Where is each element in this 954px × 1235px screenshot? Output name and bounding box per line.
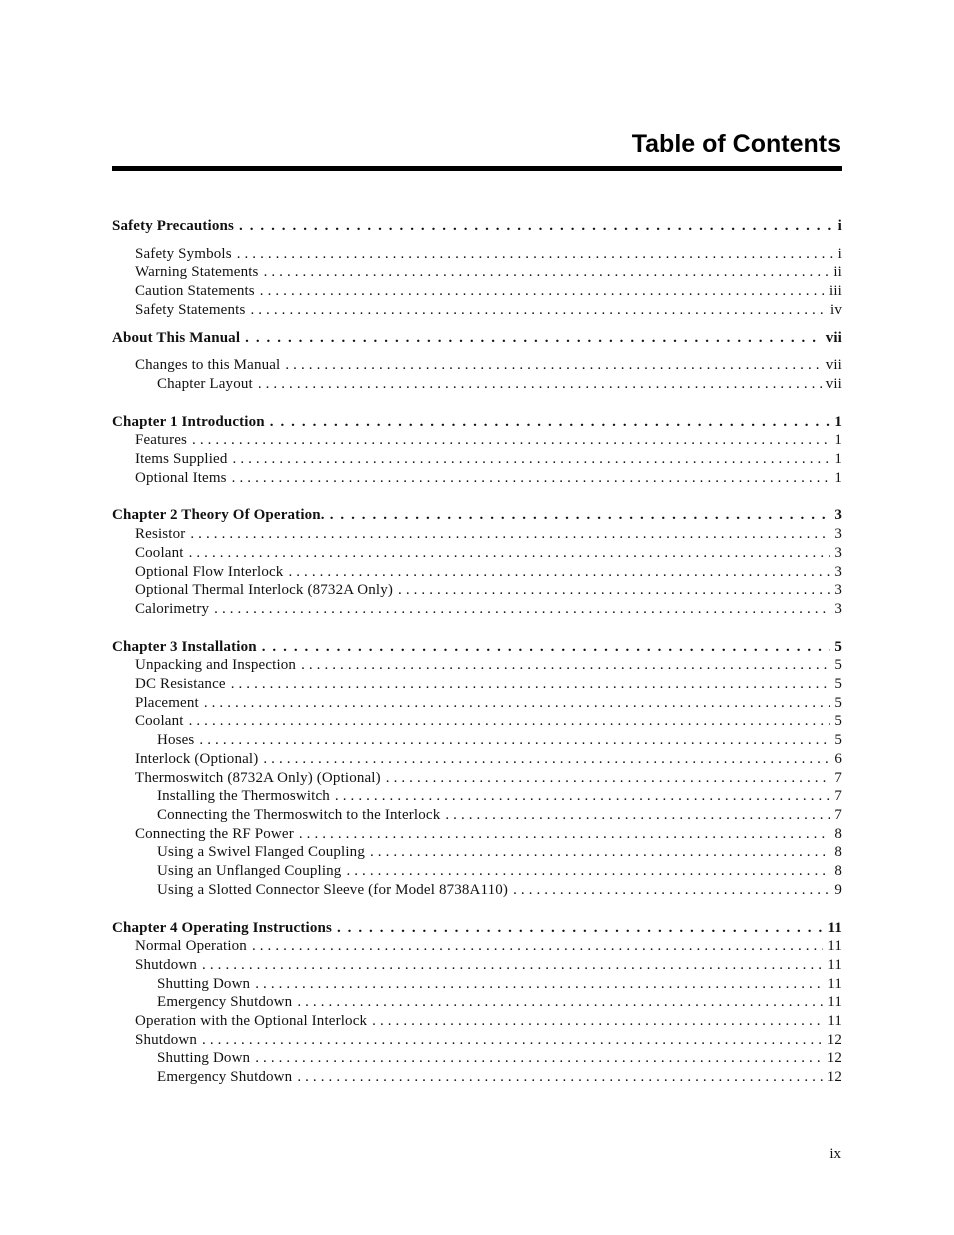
toc-entry-label: Connecting the RF Power — [135, 825, 294, 842]
toc-entry-label: Safety Precautions — [112, 218, 234, 234]
toc-entry[interactable] — [112, 881, 842, 900]
toc-entry[interactable] — [112, 956, 842, 975]
toc-entry[interactable] — [112, 356, 842, 375]
toc-entry-label: Emergency Shutdown — [157, 1069, 293, 1086]
toc-entry-page: 1 — [834, 451, 842, 468]
toc-dot-leader — [255, 975, 823, 994]
toc-dot-leader — [202, 956, 823, 975]
toc-dot-leader — [189, 712, 831, 731]
toc-entry[interactable] — [112, 806, 842, 825]
toc-entry[interactable] — [112, 301, 842, 320]
toc-entry-page: 11 — [827, 994, 842, 1011]
toc-entry-page: 8 — [834, 863, 842, 880]
toc-entry-page: 8 — [834, 844, 842, 861]
toc-entry[interactable] — [112, 712, 842, 731]
toc-entry-page: 5 — [834, 638, 842, 655]
toc-entry[interactable] — [112, 1031, 842, 1050]
toc-entry-page: 11 — [827, 975, 842, 992]
toc-list — [112, 217, 842, 1087]
toc-dot-leader — [202, 1031, 823, 1050]
toc-dot-leader — [192, 431, 830, 450]
toc-entry-label: Features — [135, 432, 188, 449]
toc-entry[interactable] — [112, 675, 842, 694]
toc-entry-label: Chapter Layout — [157, 375, 253, 392]
toc-dot-leader — [190, 525, 830, 544]
toc-entry-label: Shutdown — [135, 956, 198, 973]
toc-entry-page: 11 — [827, 956, 842, 973]
toc-entry[interactable] — [112, 431, 842, 450]
toc-dot-leader — [245, 329, 822, 348]
toc-entry[interactable] — [112, 581, 842, 600]
toc-entry-label: Thermoswitch (8732A Only) (Optional) — [135, 769, 381, 786]
toc-entry-chapter-4[interactable] — [112, 919, 842, 938]
toc-entry-page: i — [837, 218, 842, 234]
toc-entry-page: iv — [830, 301, 842, 318]
toc-entry[interactable] — [112, 450, 842, 469]
toc-dot-leader — [239, 217, 834, 236]
toc-entry-label: Installing the Thermoswitch — [157, 788, 330, 805]
toc-entry-label: About This Manual — [112, 329, 241, 346]
toc-entry-page: 5 — [834, 732, 842, 749]
toc-entry-page: 5 — [834, 713, 842, 730]
toc-entry-label: Shutting Down — [157, 1050, 251, 1067]
toc-entry-label: Coolant — [135, 713, 184, 730]
toc-dot-leader — [250, 301, 826, 320]
toc-entry-label: Chapter 1 Introduction — [112, 413, 265, 430]
toc-entry-page: 7 — [834, 806, 842, 823]
toc-dot-leader — [233, 450, 831, 469]
toc-entry-label: Placement — [135, 694, 199, 711]
toc-entry-label: DC Resistance — [135, 676, 226, 693]
toc-entry[interactable] — [112, 656, 842, 675]
toc-entry-label: Shutdown — [135, 1031, 198, 1048]
toc-entry-label: Emergency Shutdown — [157, 994, 293, 1011]
toc-entry[interactable] — [112, 375, 842, 394]
toc-entry[interactable] — [112, 563, 842, 582]
toc-entry-page: 11 — [827, 919, 842, 936]
toc-entry-page: 5 — [834, 657, 842, 674]
toc-entry-page: 3 — [834, 507, 842, 524]
toc-entry[interactable] — [112, 544, 842, 563]
toc-entry[interactable] — [112, 525, 842, 544]
toc-dot-leader — [398, 581, 830, 600]
toc-entry-label: Optional Thermal Interlock (8732A Only) — [135, 582, 394, 599]
toc-entry[interactable] — [112, 731, 842, 750]
toc-entry-label: Resistor — [135, 526, 186, 543]
toc-dot-leader — [370, 843, 830, 862]
toc-entry-page: 7 — [834, 788, 842, 805]
toc-entry-label: Optional Flow Interlock — [135, 563, 284, 580]
toc-dot-leader — [285, 356, 821, 375]
page-number: ix — [829, 1146, 841, 1162]
toc-entry-label: Using an Unflanged Coupling — [157, 863, 342, 880]
toc-entry[interactable] — [112, 1049, 842, 1068]
toc-entry-page: 9 — [834, 881, 842, 898]
toc-entry-label: Connecting the Thermoswitch to the Interlock — [157, 806, 441, 823]
toc-dot-leader — [330, 506, 831, 525]
toc-entry-label: Changes to this Manual — [135, 357, 281, 374]
toc-entry-label: Safety Statements — [135, 301, 246, 318]
toc-dot-leader — [299, 825, 830, 844]
toc-dot-leader — [258, 375, 822, 394]
toc-entry-label: Coolant — [135, 544, 184, 561]
toc-dot-leader — [270, 413, 831, 432]
toc-entry-label: Warning Statements — [135, 264, 259, 281]
toc-dot-leader — [297, 993, 823, 1012]
toc-entry[interactable] — [112, 937, 842, 956]
toc-entry[interactable] — [112, 975, 842, 994]
toc-entry-label: Unpacking and Inspection — [135, 657, 297, 674]
toc-dot-leader — [189, 544, 831, 563]
toc-entry-page: 3 — [834, 563, 842, 580]
toc-entry-label: Operation with the Optional Interlock — [135, 1013, 368, 1030]
toc-entry[interactable] — [112, 245, 842, 264]
toc-entry-page: 12 — [826, 1050, 842, 1067]
toc-entry[interactable] — [112, 750, 842, 769]
toc-entry-page: 3 — [834, 544, 842, 561]
toc-entry-page: 3 — [834, 600, 842, 617]
toc-dot-leader — [372, 1012, 823, 1031]
toc-entry-safety-precautions[interactable] — [112, 217, 842, 236]
toc-entry-page: 11 — [827, 938, 842, 955]
toc-entry-label: Optional Items — [135, 469, 227, 486]
toc-entry-page: i — [837, 245, 842, 262]
toc-entry-label: Safety Symbols — [135, 245, 232, 262]
toc-dot-leader — [445, 806, 830, 825]
toc-entry-chapter-3[interactable] — [112, 638, 842, 657]
toc-entry-page: 12 — [826, 1069, 842, 1086]
toc-entry-page: vii — [825, 357, 842, 374]
toc-entry-page: 5 — [834, 694, 842, 711]
toc-entry-page: 3 — [834, 582, 842, 599]
toc-entry-page: 3 — [834, 526, 842, 543]
toc-entry-chapter-2[interactable] — [112, 506, 842, 525]
toc-dot-leader — [297, 1068, 822, 1087]
toc-entry-page: ii — [833, 264, 842, 281]
toc-entry-page: 1 — [834, 413, 842, 430]
toc-entry[interactable] — [112, 993, 842, 1012]
toc-entry-page: 5 — [834, 676, 842, 693]
toc-dot-leader — [255, 1049, 822, 1068]
toc-dot-leader — [288, 563, 830, 582]
toc-entry-page: 12 — [826, 1031, 842, 1048]
page-title: Table of Contents — [631, 130, 841, 158]
toc-dot-leader — [237, 245, 834, 264]
toc-entry-label: Hoses — [157, 732, 195, 749]
toc-dot-leader — [301, 656, 830, 675]
toc-entry-label: Chapter 2 Theory Of Operation. — [112, 507, 325, 524]
toc-dot-leader — [386, 769, 831, 788]
toc-entry-page: 6 — [834, 750, 842, 767]
toc-dot-leader — [337, 919, 824, 938]
toc-dot-leader — [513, 881, 830, 900]
toc-dot-leader — [264, 263, 830, 282]
toc-dot-leader — [263, 750, 830, 769]
toc-entry[interactable] — [112, 1012, 842, 1031]
title-rule — [112, 166, 842, 171]
toc-dot-leader — [252, 937, 823, 956]
toc-entry-label: Chapter 3 Installation — [112, 638, 257, 655]
toc-dot-leader — [260, 282, 825, 301]
toc-entry-page: 7 — [834, 769, 842, 786]
toc-dot-leader — [335, 787, 830, 806]
toc-dot-leader — [214, 600, 830, 619]
toc-dot-leader — [199, 731, 830, 750]
toc-entry[interactable] — [112, 843, 842, 862]
toc-entry-chapter-1[interactable] — [112, 413, 842, 432]
toc-entry[interactable] — [112, 1068, 842, 1087]
toc-entry[interactable] — [112, 862, 842, 881]
toc-entry-label: Interlock (Optional) — [135, 750, 259, 767]
toc-entry[interactable] — [112, 825, 842, 844]
toc-entry-label: Normal Operation — [135, 938, 247, 955]
toc-entry-label: Items Supplied — [135, 451, 228, 468]
toc-entry-page: 11 — [827, 1013, 842, 1030]
toc-entry-label: Shutting Down — [157, 975, 251, 992]
toc-entry-about-this-manual[interactable] — [112, 329, 842, 348]
toc-entry[interactable] — [112, 600, 842, 619]
toc-entry-page: vii — [825, 329, 842, 346]
toc-entry-page: 1 — [834, 469, 842, 486]
toc-dot-leader — [262, 638, 831, 657]
toc-dot-leader — [204, 694, 831, 713]
toc-entry-label: Caution Statements — [135, 283, 255, 300]
toc-entry-label: Using a Swivel Flanged Coupling — [157, 844, 365, 861]
toc-entry-label: Using a Slotted Connector Sleeve (for Model 8738A110) — [157, 881, 509, 898]
toc-entry-page: 8 — [834, 825, 842, 842]
toc-dot-leader — [232, 469, 831, 488]
toc-entry[interactable] — [112, 282, 842, 301]
toc-entry[interactable] — [112, 694, 842, 713]
toc-dot-leader — [346, 862, 830, 881]
toc-dot-leader — [231, 675, 831, 694]
toc-entry[interactable] — [112, 769, 842, 788]
toc-entry[interactable] — [112, 787, 842, 806]
toc-entry-label: Chapter 4 Operating Instructions — [112, 919, 332, 936]
toc-entry[interactable] — [112, 263, 842, 282]
toc-entry-page: iii — [829, 283, 842, 300]
toc-entry-page: 1 — [834, 432, 842, 449]
toc-entry[interactable] — [112, 469, 842, 488]
toc-entry-label: Calorimetry — [135, 600, 210, 617]
toc-entry-page: vii — [825, 375, 842, 392]
